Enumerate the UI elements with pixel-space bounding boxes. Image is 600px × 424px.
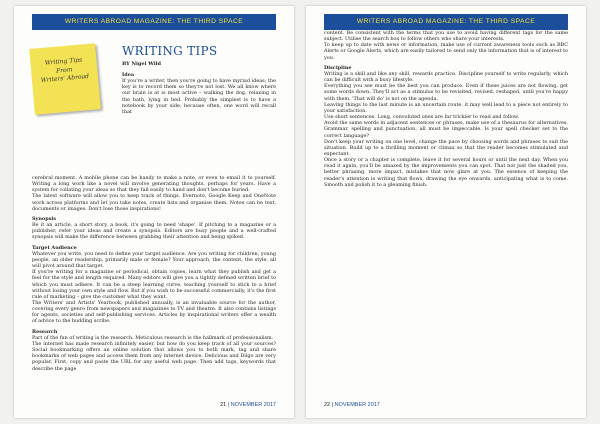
section-heading: Synopsis xyxy=(32,215,56,222)
body-paragraph: Use short sentences. Long, convoluted ones are far trickier to read and follow. xyxy=(324,114,520,121)
body-paragraph: The internet has made research infinitely easier, but how do you keep track of all your sources? Social bookmarking offers an online solution that allows you to both mark, tag and share bookmarks of web pages and access them from any internet device. Delicious and Diigo are very popular. First, copy and paste the URL for any useful web page. Then add tags, keywords that describe the page xyxy=(32,340,276,372)
page-folio-right: 22 | NOVEMBER 2017 xyxy=(324,402,380,408)
note-line: Writers' Abroad xyxy=(40,72,90,85)
section-heading: Research xyxy=(32,328,58,335)
magazine-banner-left: WRITERS ABROAD MAGAZINE: THE THIRD SPACE xyxy=(32,14,276,30)
page-number: 21 xyxy=(220,402,227,408)
body-paragraph: Be it an article, a short story, a book, it's going to need 'shape'. If pitching to a magazine or a publisher, refer your ideas and create a synopsis. Editors are busy people and a well-crafted synopsis will make the difference between grabbing their attention and being spiked. xyxy=(32,222,276,241)
left-body-column xyxy=(32,175,276,372)
sticky-note-text xyxy=(34,56,94,86)
body-paragraph: Don't keep your writing on one level, change the pace by choosing words and phrases to suit the situation. Build up to a thrilling moment or climax so that the reader becomes stimulated and expectant. xyxy=(324,138,568,157)
body-paragraph: Part of the fun of writing is the research. Meticulous research is the hallmark of professionalism. xyxy=(32,334,274,341)
note-line: Writing Tips xyxy=(44,56,83,67)
body-paragraph: To keep up to date with news or information, make use of current awareness tools such as BBC Alerts or Google Alerts, which are easily tailored to send only the information that is of interest to you. xyxy=(324,42,568,61)
page-number: 22 xyxy=(324,402,331,408)
body-paragraph: If you're a writer, then you're going to have myriad ideas; the key is to record them so they're not lost. We all know where our brain is at is most active – walking the dog, relaxing in the bath, lying in bed. Probably the simplest is to have a notebook by your side, because often, one word will recall that xyxy=(122,78,276,115)
article-byline: BY Nigel Wild xyxy=(122,61,162,67)
body-paragraph: Leaving things to the last minute is an uncertain route, it may well lead to a piece not entirely to your satisfaction. xyxy=(324,101,568,114)
body-paragraph: Everything you see must be the best you can produce. Even if these juices are not flowing, get some words down. They'll act as a stimulus to be revisited, revised, reshaped, until you're happy with them. 'That will do' is not on the agenda. xyxy=(324,83,568,102)
intro-column xyxy=(122,72,276,115)
body-paragraph: Once a story or a chapter is complete, leave it for several hours or until the next day. When you read it again, you'll be amazed by the improvements you can spot. That not just the shaded you, better phrasing, more impact, mistakes that now glare at you. The essence of keeping the reader's attention is writing that flows, drawing the eye onwards, anticipating what is to come. Smooth and polish it to a gleaming finish. xyxy=(324,157,568,188)
issue-date: NOVEMBER 2017 xyxy=(334,402,380,408)
sticky-note-illustration xyxy=(29,43,101,115)
section-heading: Idea xyxy=(122,72,134,78)
body-paragraph: cerebral moment. A mobile phone can be handy to make a note, or even to email it to yourself. Writing a long work like a novel will involve generating thoughts, perhaps for years. Have a system for collating your ideas so that they fall easily to hand and don't become buried. xyxy=(32,175,276,194)
page-folio-left: 21 | NOVEMBER 2017 xyxy=(220,402,276,408)
body-paragraph: Writing is a skill and like any skill, rewards practice. Discipline yourself to write regularly, which can be difficult with a busy lifestyle. xyxy=(324,70,568,84)
body-paragraph: The Writers' and Artists' Yearbook, published annually, is an invaluable source for the author, covering every genre from newspapers and magazines to TV and theatre. It also contains listings for agents, societies and self-publishing services. Articles by inspirational writers offer a wealth of advice to the budding scribe. xyxy=(32,299,276,325)
body-paragraph: content. Be consistent with the terms that you use to avoid having different tags for the same subject. Utilise the search box to follow others who share your interests. xyxy=(324,30,568,43)
article-title: WRITING TIPS xyxy=(122,44,218,58)
issue-date: NOVEMBER 2017 xyxy=(230,402,276,408)
section-heading: Discipline xyxy=(324,64,352,71)
left-page xyxy=(14,6,294,418)
body-paragraph: If you're writing for a magazine or periodical, obtain copies, learn what they publish and get a feel for the style and length required. Many editors will give you a tightly defined written brief to which you must adhere. It can be a steep learning curve, teaching yourself to stick to a brief without losing your own style and flow. But if you wish to be successful commercially, it's the first rule of marketing – give the customer what they want. xyxy=(32,269,276,300)
magazine-banner-right: WRITERS ABROAD MAGAZINE: THE THIRD SPACE xyxy=(324,14,568,30)
right-page xyxy=(306,6,586,418)
body-paragraph: The latest software will allow you to keep track of things. Evernote, Google Keep and OneNote work across platforms and let you take notes, create lists and organise them. Notes can be text, documents or images. Don't lose those inspirations! xyxy=(32,193,276,212)
right-body-column xyxy=(324,30,568,188)
section-heading: Target Audience xyxy=(32,244,77,251)
body-paragraph: Whatever you write, you need to define your target audience. Are you writing for children, young people, an older readership, primarily male or female? Your approach, the content, the style, all will pivot around that target. xyxy=(32,250,276,270)
body-paragraph: Avoid the same words in adjacent sentences or phrases, make use of a thesaurus for alternatives. Grammar, spelling and punctuation, all must be impeccable. Is your spell checker set to the correct language? xyxy=(324,120,568,139)
note-line: From xyxy=(55,65,73,75)
